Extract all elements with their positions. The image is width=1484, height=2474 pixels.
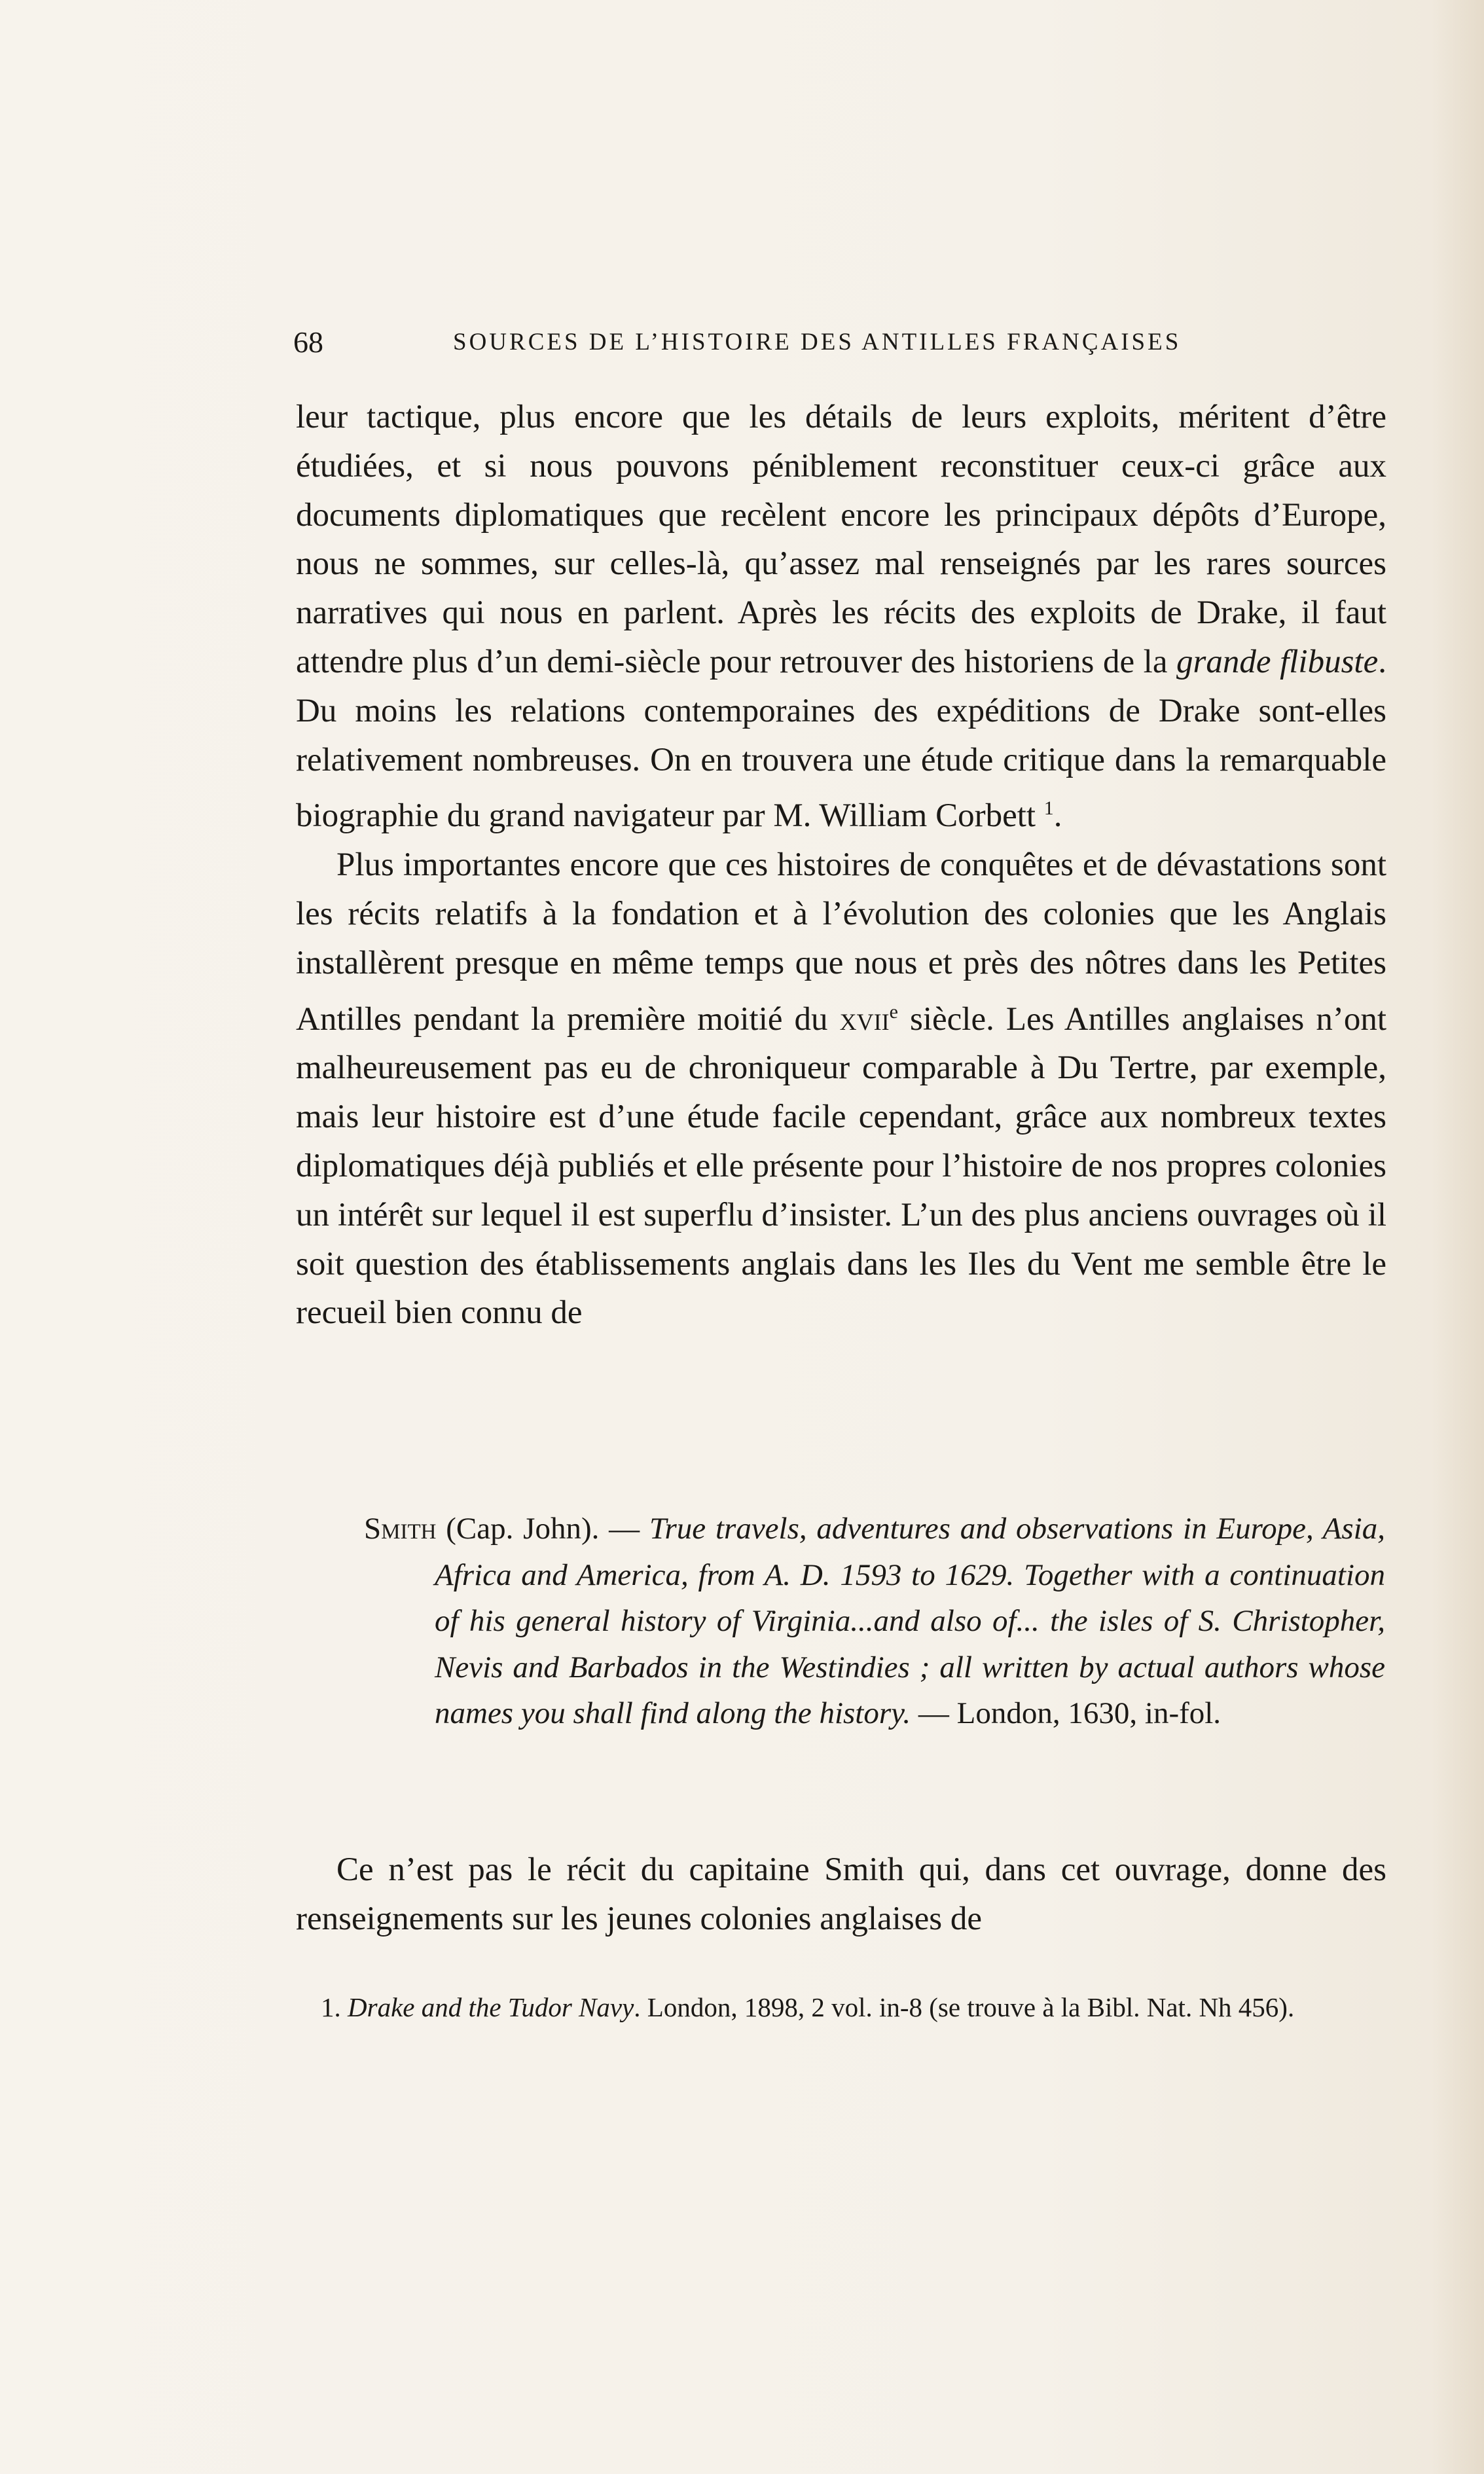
bibliography-imprint: — London, 1630, in-fol. bbox=[911, 1696, 1222, 1730]
paragraph-3: Ce n’est pas le récit du capitaine Smith qui, dans cet ouvrage, donne des renseignements sur les jeunes colonies anglaises de bbox=[296, 1851, 1386, 1937]
running-title: SOURCES DE L’HISTOIRE DES ANTILLES FRANÇAISES bbox=[453, 329, 1182, 355]
paragraph-1-lead: leur tactique, plus encore que les détails de leurs exploits, méritent d’être étudiées, et si nous pouvons péniblement reconstituer ceux-ci grâce aux documents diplomatiques que recèlent encore les principaux dépôts d’Europe, nous ne sommes, sur celles-là, qu’assez mal renseignés par les rares sources narratives qui nous en parlent. Après les récits des exploits de Drake, il faut attendre plus d’un demi-siècle pour retrouver des historiens de la bbox=[296, 399, 1386, 680]
bibliography-author: Smith bbox=[364, 1512, 437, 1546]
paragraph-1 bbox=[296, 393, 1386, 841]
bibliography-entry bbox=[364, 1506, 1385, 1737]
paragraph-1-italic: grande flibuste bbox=[1176, 643, 1379, 680]
bibliography-text bbox=[364, 1506, 1385, 1737]
paragraph-2-tail: siècle. Les Antilles anglaises n’ont malheureusement pas eu de chroniqueur comparable à Du Tertre, par exemple, mais leur histoire est d’une étude facile cependant, grâce aux nombreux textes diplomatiques déjà publiés et elle présente pour l’histoire de nos propres colonies un intérêt sur lequel il est superflu d’insister. L’un des plus anciens ouvrages où il soit question des établissements anglais dans les Iles du Vent me semble être le recueil bien connu de bbox=[296, 1000, 1386, 1332]
bibliography-author-rest: (Cap. John). — bbox=[436, 1512, 649, 1546]
page-number: 68 bbox=[293, 325, 323, 359]
bibliography-title: True travels, adventures and observations in Europe, Asia, Africa and America, from A. D. 1593 to 1629. Together with a continuation of his general history of Virginia...and also of... the isles of S. Christopher, Nevis and Barbados in the Westindies ; all written by actual authors whose names you shall find along the history. bbox=[435, 1512, 1385, 1730]
footnote-reference: 1 bbox=[1043, 797, 1054, 820]
paragraph-1-tail: . Du moins les relations contemporaines des expéditions de Drake sont-elles relativement nombreuses. On en trouvera une étude critique dans la remarquable biographie du grand navigateur par M. William Corbett bbox=[296, 643, 1386, 835]
spine-shadow bbox=[1432, 0, 1484, 2474]
footnote-rest: . London, 1898, 2 vol. in-8 (se trouve à la Bibl. Nat. Nh 456). bbox=[634, 1992, 1295, 2022]
footnote-text bbox=[296, 1988, 1386, 2026]
century-numeral: xvii bbox=[839, 1000, 890, 1038]
century-suffix: e bbox=[889, 1000, 898, 1023]
main-text-continued bbox=[296, 1846, 1386, 1944]
paragraph-1-end: . bbox=[1053, 797, 1062, 835]
main-text bbox=[296, 393, 1386, 1337]
footnote-number: 1. bbox=[321, 1992, 348, 2022]
footnote-title: Drake and the Tudor Navy bbox=[348, 1992, 634, 2022]
paragraph-2 bbox=[296, 841, 1386, 1337]
page-header bbox=[293, 319, 1419, 365]
paragraph-2-lead: Plus importantes encore que ces histoires de conquêtes et de dévastations sont les récits relatifs à la fondation et à l’évolution des colonies que les Anglais installèrent presque en même temps que nous et près des nôtres dans les Petites Antilles pendant la première moitié du bbox=[296, 846, 1386, 1038]
footnote bbox=[296, 1988, 1386, 2026]
